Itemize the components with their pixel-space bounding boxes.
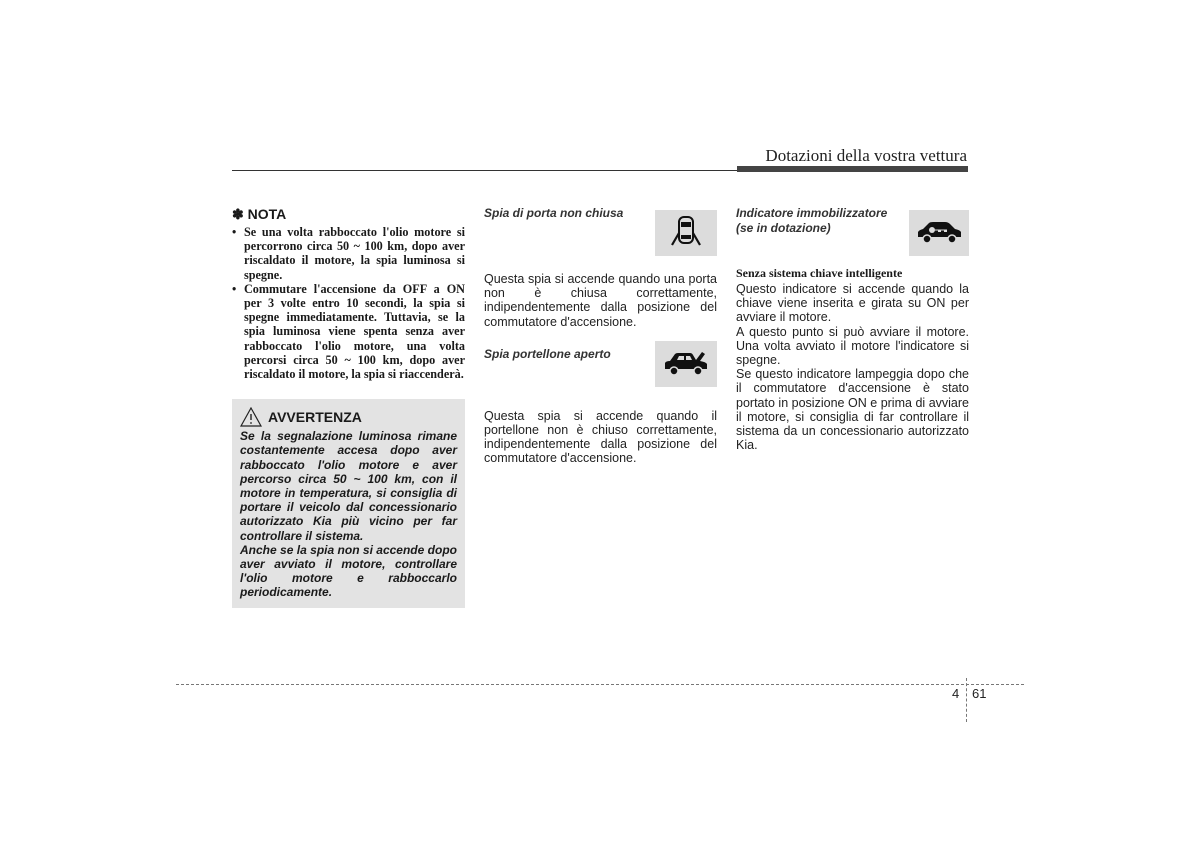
car-key-icon — [914, 219, 964, 247]
door-heading: Spia di porta non chiusa — [484, 206, 624, 220]
header-rule — [232, 170, 737, 171]
trunk-open-car-icon — [662, 349, 710, 379]
warning-text: Se la segnalazione luminosa rimane costantemente accesa dopo aver rabboccato l'olio motore e aver percorso circa 50 ~ 100 km, con il motore in temperatura, si consiglia di portare il veicolo dal concessionario autorizzato Kia più vicino per far controllare il sistema. Anche se la spia non si accende dopo aver avviato il motore, controllare l'olio motore e rabboccarlo periodicamente. — [240, 429, 457, 600]
trunk-heading: Spia portellone aperto — [484, 346, 611, 361]
column-right — [736, 206, 969, 452]
nota-item: • Commutare l'accensione da OFF a ON per 3 volte entro 10 secondi, la spia si spegne immediatamente. Tuttavia, se la spia luminosa viene spenta senza aver rabboccato l'olio motore, una volta percorsi circa 50 ~ 100 km, dopo aver riscaldato il motore, la spia si riaccenderà. — [232, 281, 465, 382]
trunk-text: Questa spia si accende quando il portellone non è chiuso correttamente, indipendentemente dalla posizione del commutatore d'accensione. — [484, 408, 717, 466]
immobilizer-icon-box — [909, 210, 969, 256]
trunk-section — [484, 347, 717, 413]
footer-divider — [966, 678, 967, 722]
immobilizer-text: Questo indicatore si accende quando la chiave viene inserita e girata su ON per avviare il motore. A questo punto si può avviare il motore. Una volta avviato il motore l'indicatore si spegne. Se questo indicatore lampeggia dopo che il commutatore d'accensione è stato portato in posizione ON e prima di avviare il motore, si consiglia di far controllare il sistema da un concessionario autorizzato Kia. — [736, 282, 969, 453]
chapter-number: 4 — [952, 686, 960, 701]
header-rule-bar — [737, 166, 968, 172]
warning-triangle-icon — [240, 407, 262, 427]
door-text: Questa spia si accende quando una porta non è chiusa correttamente, indipendentemente dalla posizione del commutatore d'accensione. — [484, 272, 717, 329]
immobilizer-heading: Indicatore immobilizzatore (se in dotazione) — [736, 206, 888, 235]
warning-box — [232, 399, 465, 607]
door-open-car-icon — [666, 213, 706, 253]
trunk-icon-box — [655, 341, 717, 387]
footer-rule — [176, 684, 1024, 685]
warning-title: AVVERTENZA — [268, 409, 362, 426]
immobilizer-subheading: Senza sistema chiave intelligente — [736, 266, 903, 280]
nota-list — [232, 225, 465, 381]
column-middle — [484, 206, 717, 466]
door-section — [484, 206, 717, 272]
column-left — [232, 206, 465, 608]
page-header-title: Dotazioni della vostra vettura — [765, 146, 967, 165]
warning-header — [240, 407, 457, 427]
door-icon-box — [655, 210, 717, 256]
page-number: 61 — [972, 686, 987, 701]
nota-item: • Se una volta rabboccato l'olio motore si percorrono circa 50 ~ 100 km, dopo aver riscaldato il motore, la spia luminosa si spegne. — [232, 225, 465, 282]
nota-title: ✽ NOTA — [232, 206, 287, 222]
immobilizer-section — [736, 206, 969, 266]
